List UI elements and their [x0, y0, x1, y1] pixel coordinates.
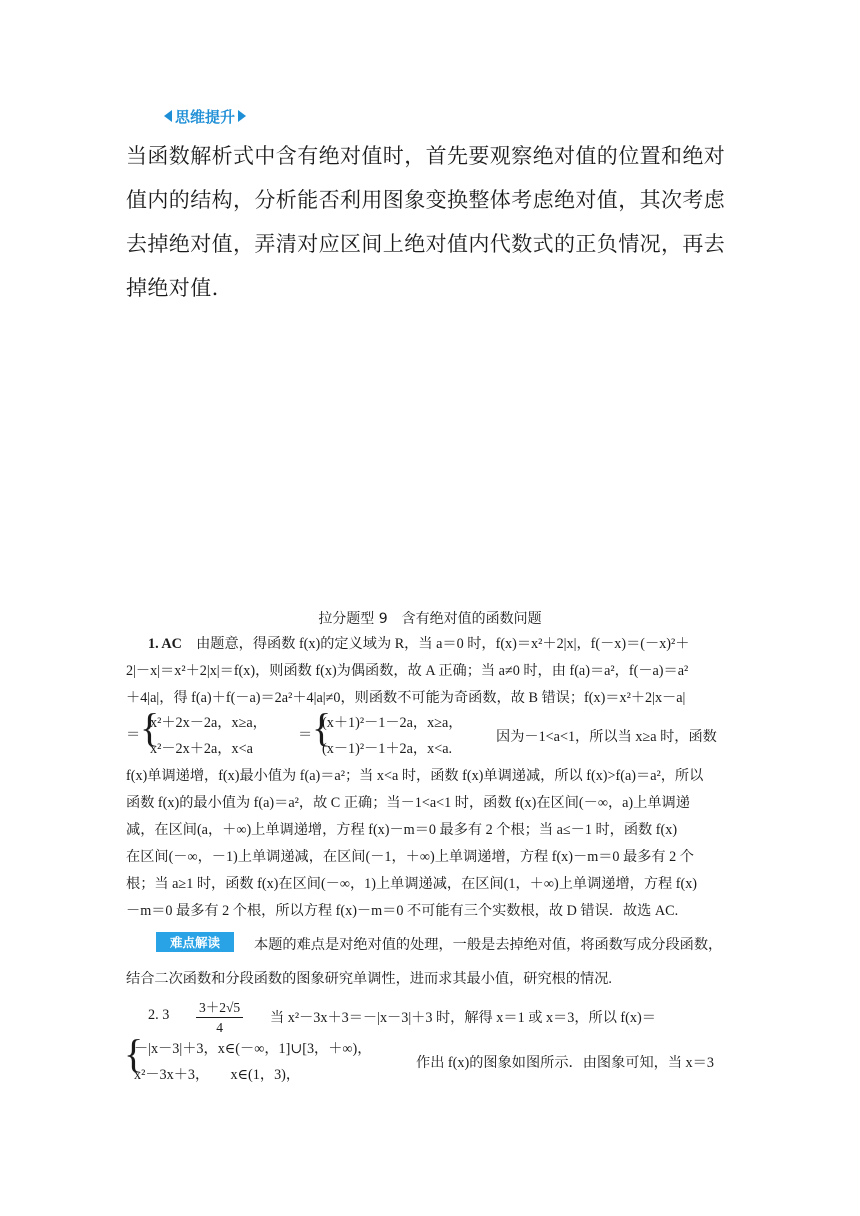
- q2-case-2: x²－3x＋3， x∈(1，3)，: [134, 1067, 301, 1083]
- q1-line-7: 减，在区间(a，＋∞)上单调递增，方程 f(x)－m＝0 最多有 2 个根；当 a≤－1 时，函数 f(x): [126, 822, 678, 838]
- q1-text-1: 由题意，得函数 f(x)的定义域为 R，当 a＝0 时，f(x)＝x²＋2|x|，f(－x)＝(－x)²＋: [196, 636, 690, 652]
- q1-case-a2: x²－2x＋2a，x<a: [150, 741, 253, 757]
- q1-case-b2: (x－1)²－1＋2a，x<a.: [322, 741, 453, 757]
- q1-line-8: 在区间(－∞，－1)上单调递减，在区间(－1，＋∞)上单调递增，方程 f(x)－m＝0 最多有 2 个: [126, 849, 694, 865]
- q1-line-2: 2|－x|＝x²＋2|x|＝f(x)，则函数 f(x)为偶函数，故 A 正确；当 a≠0 时，由 f(a)＝a²，f(－a)＝a²: [126, 663, 689, 679]
- section-title: 拉分题型 9 含有绝对值的函数问题: [318, 611, 542, 627]
- q1-answer-label: 1. AC: [148, 636, 182, 652]
- q2-tail: 作出 f(x)的图象如图所示．由图象可知，当 x＝3: [416, 1055, 714, 1071]
- q2-fraction-numerator: 3＋2√5: [196, 996, 243, 1018]
- tip-header-label: 思维提升: [175, 107, 236, 126]
- q1-case-b1: (x＋1)²－1－2a，x≥a，: [322, 715, 463, 731]
- q1-line-10: －m＝0 最多有 2 个根，所以方程 f(x)－m＝0 不可能有三个实数根，故 D 错误．故选 AC.: [126, 903, 679, 919]
- tip-paragraph: 当函数解析式中含有绝对值时，首先要观察绝对值的位置和绝对值内的结构，分析能否利用图象变换整体考虑绝对值，其次考虑去掉绝对值，弄清对应区间上绝对值内代数式的正负情况，再去掉绝对值.: [126, 144, 726, 300]
- left-brace-2: {: [312, 705, 332, 750]
- left-brace-1: {: [140, 705, 160, 750]
- q1-line-5: f(x)单调递增，f(x)最小值为 f(a)＝a²；当 x<a 时，函数 f(x)单调递减，所以 f(x)>f(a)＝a²，所以: [126, 768, 704, 784]
- q2-fraction-denominator: 4: [216, 1020, 223, 1035]
- q2-answer-label: 2. 3: [148, 1007, 170, 1023]
- difficulty-badge: 难点解读: [156, 932, 234, 952]
- q2-line-1: 当 x²－3x＋3＝－|x－3|＋3 时，解得 x＝1 或 x＝3，所以 f(x)＝: [270, 1010, 656, 1026]
- left-triangle-icon: [164, 110, 172, 122]
- q1-case-a1: x²＋2x－2a，x≥a，: [150, 715, 267, 731]
- q1-line-1: [148, 633, 689, 653]
- difficulty-line-1: 本题的难点是对绝对值的处理，一般是去掉绝对值，将函数写成分段函数，: [254, 937, 723, 953]
- q1-line-6: 函数 f(x)的最小值为 f(a)＝a²，故 C 正确；当－1<a<1 时，函数 f(x)在区间(－∞，a)上单调递: [126, 795, 690, 811]
- q1-line-3: ＋4|a|，得 f(a)＋f(－a)＝2a²＋4|a|≠0，则函数不可能为奇函数，故 B 错误；f(x)＝x²＋2|x－a|: [126, 690, 686, 706]
- q2-fraction: [196, 996, 243, 1036]
- q2-case-1: －|x－3|＋3，x∈(－∞，1]∪[3，＋∞)，: [134, 1041, 372, 1057]
- q1-eq-sign-2: ＝: [298, 727, 313, 743]
- thinking-improvement-header: [164, 104, 246, 128]
- left-brace-3: {: [124, 1031, 144, 1076]
- q1-line-9: 根；当 a≥1 时，函数 f(x)在区间(－∞，1)上单调递减，在区间(1，＋∞)上单调递增，方程 f(x): [126, 876, 698, 892]
- right-triangle-icon: [238, 110, 246, 122]
- q1-eq-sign-1: ＝: [126, 727, 141, 743]
- q1-piece-tail: 因为－1<a<1，所以当 x≥a 时，函数: [496, 729, 717, 745]
- difficulty-line-2: 结合二次函数和分段函数的图象研究单调性，进而求其最小值，研究根的情况.: [126, 971, 612, 987]
